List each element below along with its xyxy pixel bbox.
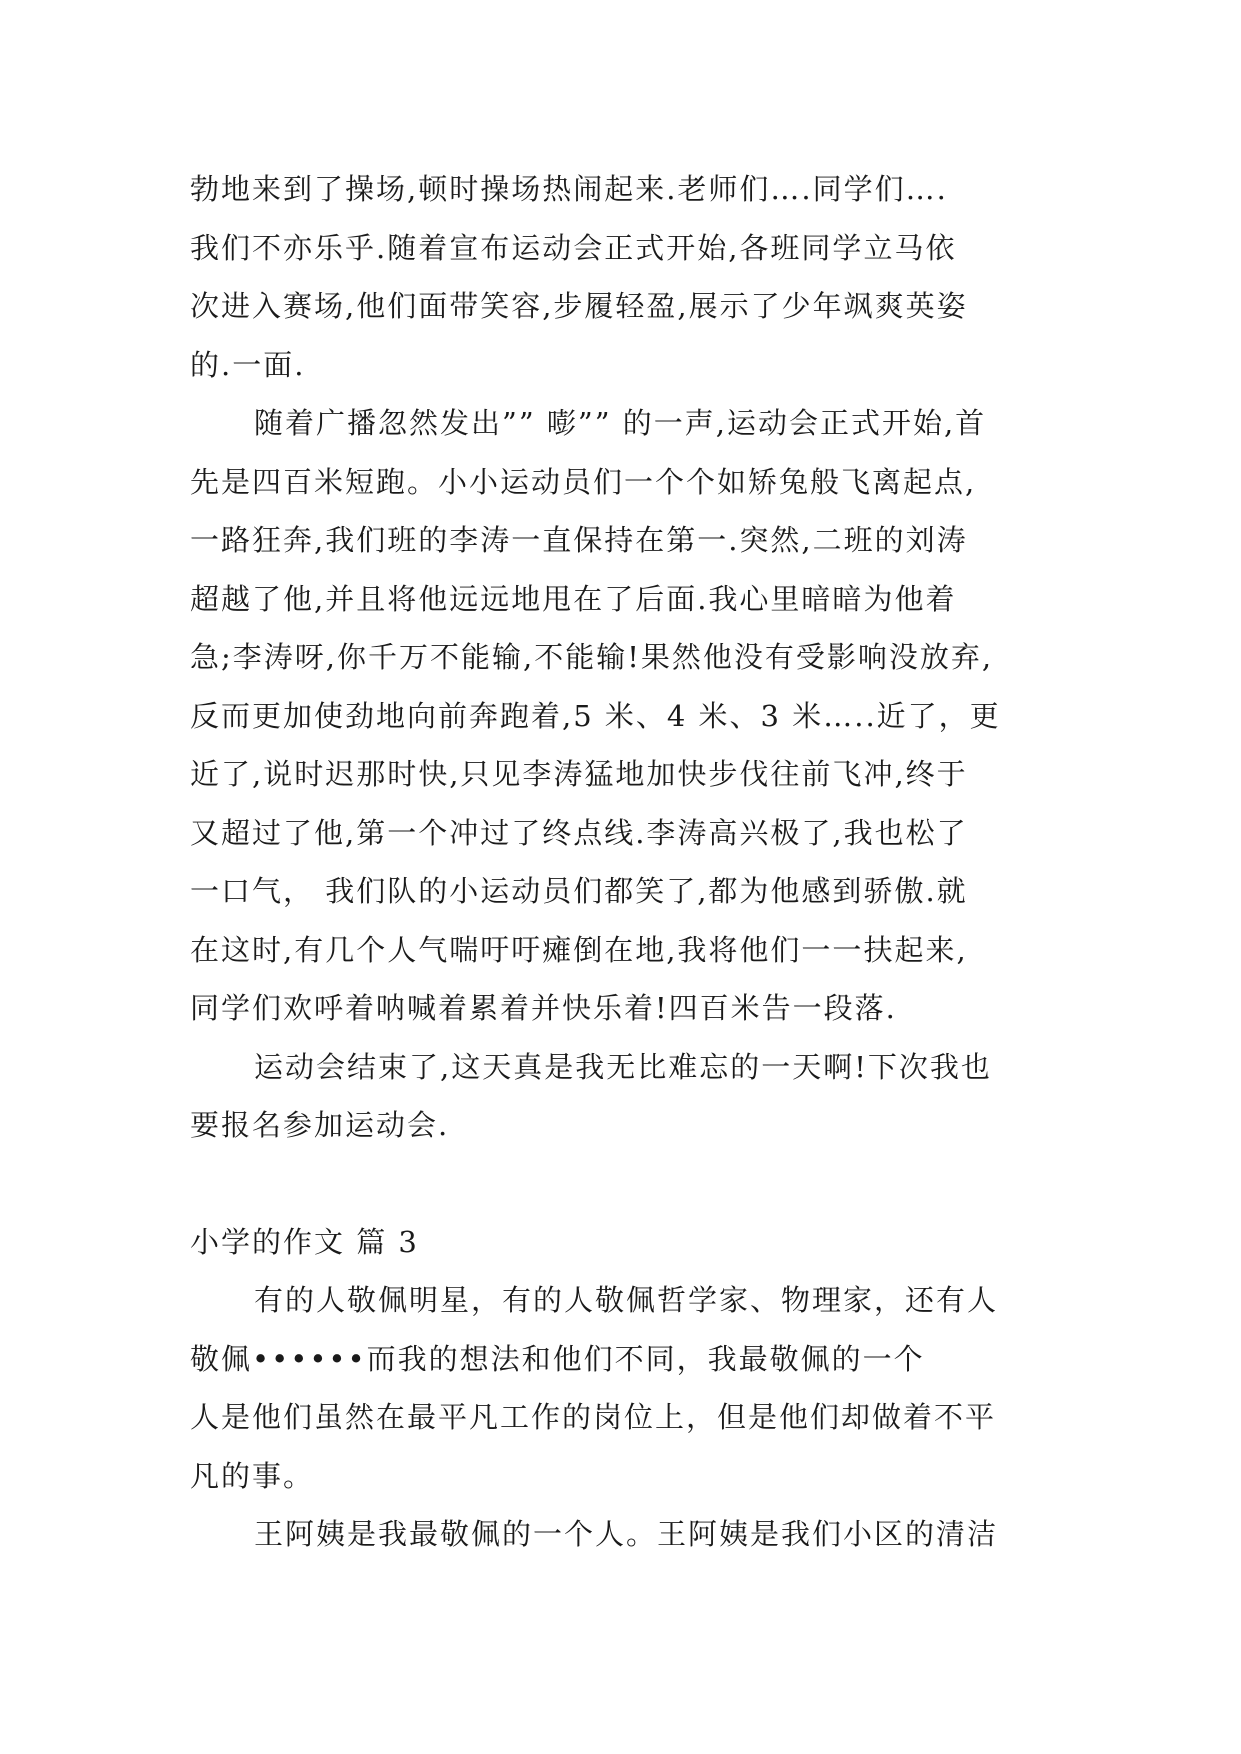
text-line: 人是他们虽然在最平凡工作的岗位上，但是他们却做着不平 [190,1400,997,1434]
text-line: 先是四百米短跑。小小运动员们一个个如矫兔般飞离起点, [190,464,977,499]
text-line: 又超过了他,第一个冲过了终点线.李涛高兴极了,我也松了 [190,815,968,850]
text-line: 反而更加使劲地向前奔跑着,5 米、4 米、3 米…..近了，更 [190,698,1001,733]
text-line: 要报名参加运动会. [190,1108,450,1142]
document-page [190,160,1052,1564]
paragraph [190,1271,1052,1505]
text-line: 勃地来到了操场,顿时操场热闹起来.老师们….同学们…. [190,172,948,206]
section-heading: 小学的作文 篇 3 [190,1224,419,1259]
text-line: 敬佩••••••而我的想法和他们不同，我最敬佩的一个 [190,1341,925,1376]
text-line: 在这时,有几个人气喘吁吁瘫倒在地,我将他们一一扶起来, [190,932,968,967]
paragraph [190,1505,1052,1564]
text-line: 有的人敬佩明星，有的人敬佩哲学家、物理家，还有人 [254,1283,999,1317]
text-line: 王阿姨是我最敬佩的一个人。王阿姨是我们小区的清洁 [254,1517,999,1551]
text-line: 随着广播忽然发出”” 嘭”” 的一声,运动会正式开始,首 [254,406,987,440]
paragraph [190,394,1052,1038]
text-line: 急;李涛呀,你千万不能输,不能输!果然他没有受影响没放弃, [190,640,994,674]
section-gap [190,1155,1052,1213]
text-line: 同学们欢呼着呐喊着累着并快乐着!四百米告一段落. [190,991,897,1025]
text-line: 次进入赛场,他们面带笑容,步履轻盈,展示了少年飒爽英姿 [190,289,968,323]
text-line: 的.一面. [190,347,306,382]
text-line: 超越了他,并且将他远远地甩在了后面.我心里暗暗为他着 [190,581,957,616]
paragraph [190,1038,1052,1155]
text-line: 凡的事。 [190,1458,315,1493]
text-line: 运动会结束了,这天真是我无比难忘的一天啊!下次我也 [254,1049,992,1084]
text-line: 一路狂奔,我们班的李涛一直保持在第一.突然,二班的刘涛 [190,523,968,557]
text-line: 一口气， 我们队的小运动员们都笑了,都为他感到骄傲.就 [190,874,968,908]
text-line: 近了,说时迟那时快,只见李涛猛地加快步伐往前飞冲,终于 [190,757,968,791]
paragraph [190,160,1052,394]
text-line: 我们不亦乐乎.随着宣布运动会正式开始,各班同学立马依 [190,230,957,265]
